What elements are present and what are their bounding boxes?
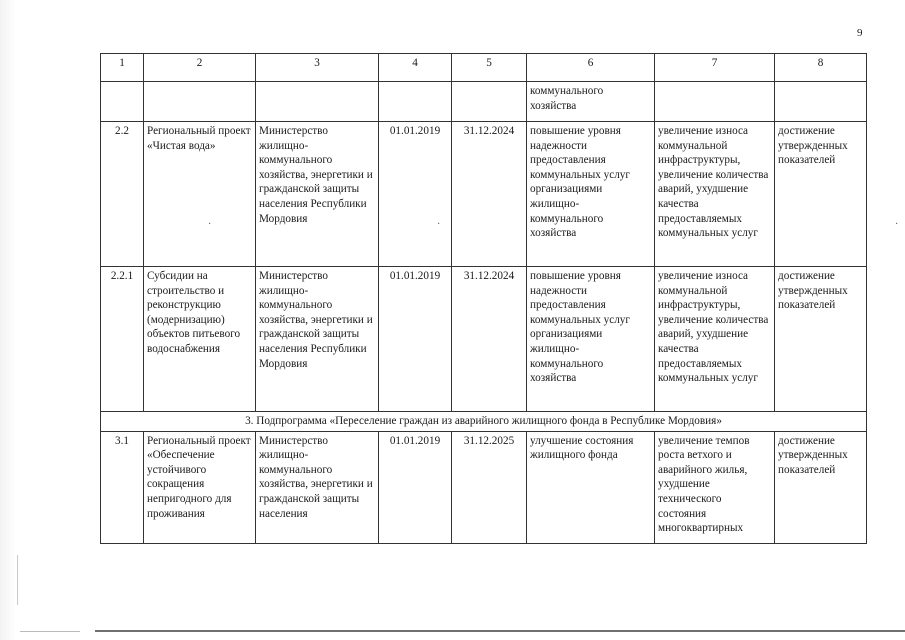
start-date: 01.01.2019: [379, 122, 452, 267]
scan-speck: ·: [437, 219, 441, 230]
table-cell: [101, 82, 144, 122]
table-cell: достижение утвержденных показателей: [775, 431, 867, 543]
table-cell: [655, 82, 775, 122]
table-cell: увеличение износа коммунальной инфраструктуры, увеличение количества аварий, ухудшение качества предоставляемых коммунальных услуг: [655, 267, 775, 412]
table-cell: Министерство жилищно-коммунального хозяйства, энергетики и гражданской защиты населения Республики Мордовия: [256, 122, 379, 267]
table-cell: [379, 82, 452, 122]
table-row: [101, 431, 867, 543]
scan-edge-line: [95, 630, 905, 632]
table-cell: достижение утвержденных показателей: [775, 267, 867, 412]
header-cell: 3: [256, 54, 379, 82]
table-cell: Министерство жилищно-коммунального хозяйства, энергетики и гражданской защиты населения: [256, 431, 379, 543]
subprogram-row: [101, 412, 867, 432]
header-cell: 4: [379, 54, 452, 82]
header-cell: 8: [775, 54, 867, 82]
table-row: [101, 267, 867, 412]
table-cell: увеличение темпов роста ветхого и аварийного жилья, ухудшение технического состояния многоквартирных: [655, 431, 775, 543]
start-date: 01.01.2019: [379, 267, 452, 412]
subprogram-title: 3. Подпрограмма «Переселение граждан из аварийного жилищного фонда в Республике Мордовия»: [101, 412, 867, 432]
header-cell: 5: [452, 54, 527, 82]
end-date: 31.12.2024: [452, 122, 527, 267]
scan-speck: ·: [208, 219, 212, 230]
scan-edge-line: [20, 631, 80, 632]
table-cell: увеличение износа коммунальной инфраструктуры, увеличение количества аварий, ухудшение качества предоставляемых коммунальных услуг: [655, 122, 775, 267]
row-number: 2.2: [101, 122, 144, 267]
table-cell: достижение утвержденных показателей: [775, 122, 867, 267]
table-row: [101, 122, 867, 267]
row-number: 2.2.1: [101, 267, 144, 412]
scan-speck: ·: [895, 219, 899, 230]
table-cell: улучшение состояния жилищного фонда: [527, 431, 655, 543]
table-cell: повышение уровня надежности предоставления коммунальных услуг организациями жилищно-коммунального хозяйства: [527, 122, 655, 267]
table-cell: Министерство жилищно-коммунального хозяйства, энергетики и гражданской защиты населения Республики Мордовия: [256, 267, 379, 412]
table-cell: повышение уровня надежности предоставления коммунальных услуг организациями жилищно-коммунального хозяйства: [527, 267, 655, 412]
start-date: 01.01.2019: [379, 431, 452, 543]
header-cell: 6: [527, 54, 655, 82]
table-cell: Субсидии на строительство и реконструкцию (модернизацию) объектов питьевого водоснабжения: [144, 267, 256, 412]
scan-edge-line: [17, 555, 18, 605]
page-number: 9: [857, 27, 863, 39]
table-header-row: [101, 54, 867, 82]
end-date: 31.12.2024: [452, 267, 527, 412]
table-cell: [256, 82, 379, 122]
header-cell: 2: [144, 54, 256, 82]
end-date: 31.12.2025: [452, 431, 527, 543]
table-cell: [775, 82, 867, 122]
schedule-table: [100, 53, 867, 544]
table-cell: [144, 82, 256, 122]
header-cell: 1: [101, 54, 144, 82]
table-cell: [452, 82, 527, 122]
table-row: [101, 82, 867, 122]
row-number: 3.1: [101, 431, 144, 543]
header-cell: 7: [655, 54, 775, 82]
table-cell: Региональный проект «Обеспечение устойчивого сокращения непригодного для проживания: [144, 431, 256, 543]
table-cell: коммунального хозяйства: [527, 82, 655, 122]
table-cell: Региональный проект «Чистая вода»: [144, 122, 256, 267]
scan-left-edge: [0, 0, 16, 640]
